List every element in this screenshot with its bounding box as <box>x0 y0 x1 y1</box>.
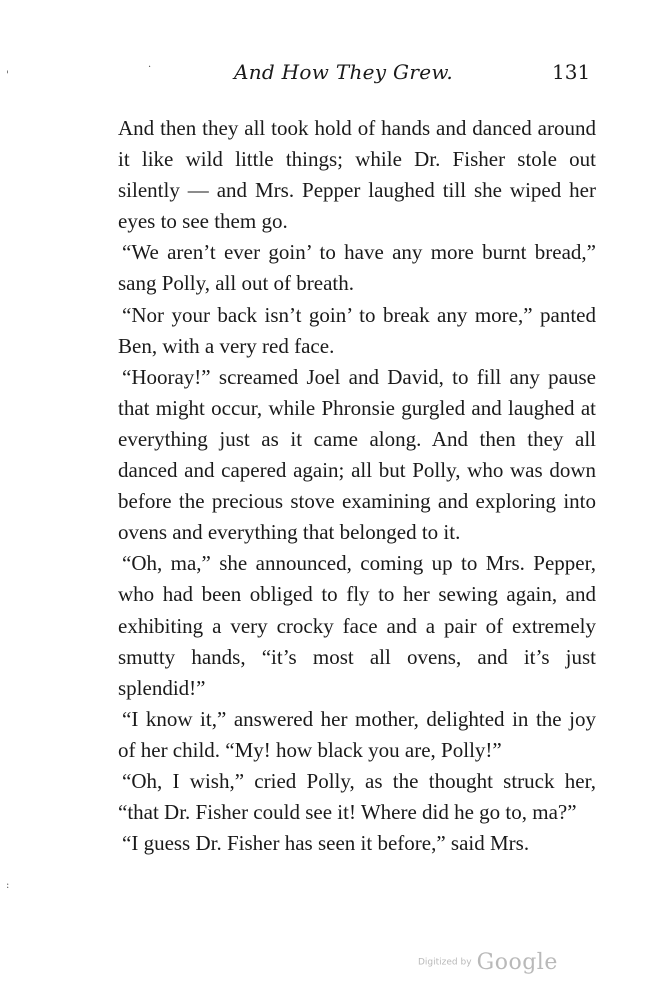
paragraph: “I know it,” answered her mother, delighted in the joy of her child. “My! how black you are, Polly!” <box>118 706 596 762</box>
paragraph: And then they all took hold of hands and danced around it like wild little things; while Dr. Fisher stole out silently — and Mrs. Pepper laughed till she wiped her eyes to see them go. <box>118 116 596 234</box>
paragraph: “Oh, I wish,” cried Polly, as the thought struck her, “that Dr. Fisher could see it! Where did he go to, ma?” <box>118 768 596 825</box>
page-number: 131 <box>552 60 591 84</box>
running-head: And How They Grew. <box>234 60 454 84</box>
paragraph: “I guess Dr. Fisher has seen it before,” said Mrs. <box>122 831 530 856</box>
paragraph: “We aren’t ever goin’ to have any more burnt bread,” sang Polly, all out of breath. <box>118 240 596 296</box>
body-text <box>118 113 596 859</box>
paragraph: “Oh, ma,” she announced, coming up to Mrs. Pepper, who had been obliged to fly to her sewing again, and exhibiting a very crocky face and a pair of extremely smutty hands, “it’s most all ovens, and it’s just splendid!” <box>118 551 596 700</box>
digitized-watermark <box>418 950 558 975</box>
margin-speck: : <box>6 880 10 891</box>
page-header <box>0 58 667 88</box>
watermark-prefix: Digitized by <box>418 957 472 968</box>
paragraph: “Hooray!” screamed Joel and David, to fill any pause that might occur, while Phronsie gurgled and laughed at everything just as it came along. And then they all danced and capered again; all but Polly, who was down before the precious stove examining and exploring into ovens and everything that belonged to it. <box>118 364 596 545</box>
margin-speck: · <box>148 62 152 73</box>
google-logo: Google <box>476 950 558 975</box>
margin-speck: ' <box>6 70 9 81</box>
paragraph: “Nor your back isn’t goin’ to break any more,” panted Ben, with a very red face. <box>118 302 596 358</box>
